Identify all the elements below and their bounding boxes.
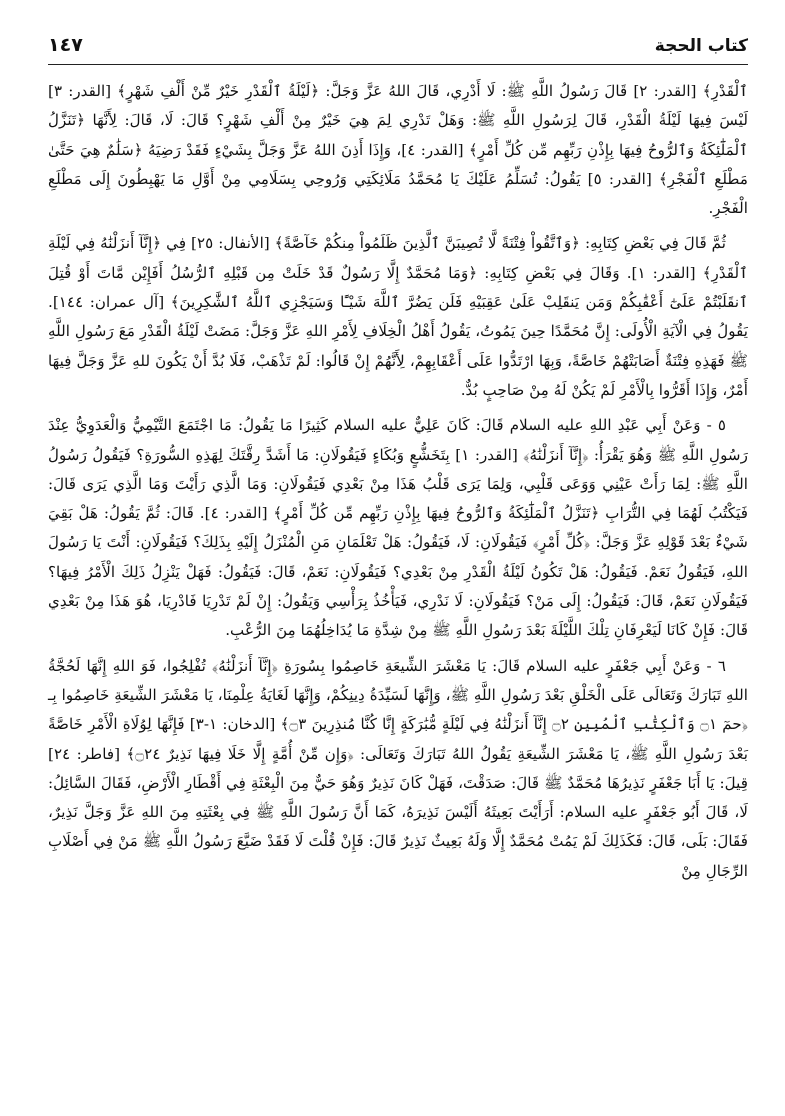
paragraph-hadith-6: ٦ - وَعَنْ أَبِي جَعْفَرٍ عليه السلام قَالَ: يَا مَعْشَرَ الشِّيعَةِ خَاصِمُوا بِسُورَةِ ﴿إِنَّآ أَنزَلْنَٰهُ﴾ تُفْلِجُوا، فَوَ اللهِ إِنَّهَا لَحُجَّةُ اللهِ تَبَارَكَ وَتَعَالَى عَلَى الْخَلْقِ بَعْدَ رَسُولِ اللَّهِ ﷺ، وَإِنَّهَا لَسَيِّدَةُ دِينِكُمْ، وَإِنَّهَا لَغَايَةُ عِلْمِنَا، يَا مَعْشَرَ الشِّيعَةِ خَاصِمُوا بِـ ﴿حمٓ ۝١ وَٱلْكِتَٰبِ ٱلْمُبِينِ ۝٢ إِنَّآ أَنزَلْنَٰهُ فِي لَيْلَةٍ مُّبَٰرَكَةٍ إِنَّا كُنَّا مُنذِرِينَ ۝٣﴾ [الدخان: ١-٣] فَإِنَّهَا لِوُلَاةِ الْأَمْرِ خَاصَّةً بَعْدَ رَسُولِ اللَّهِ ﷺ، يَا مَعْشَرَ الشِّيعَةِ يَقُولُ اللهُ تَبَارَكَ وَتَعَالَى: ﴿وَإِن مِّنْ أُمَّةٍ إِلَّا خَلَا فِيهَا نَذِيرٌ ۝٢٤﴾ [فاطر: ٢٤] قِيلَ: يَا أَبَا جَعْفَرٍ نَذِيرُهَا مُحَمَّدٌ ﷺ قَالَ: صَدَقْتَ، فَهَلْ كَانَ نَذِيرٌ وَهُوَ حَيٌّ مِنَ الْبِعْثَةِ فِي أَقْطَارِ الْأَرْضِ، فَقَالَ السَّائِلُ: لَا، قَالَ أَبُو جَعْفَرٍ عليه السلام: أَرَأَيْتَ بَعِيثَهُ أَلَيْسَ نَذِيرَهُ، كَمَا أَنَّ رَسُولَ اللَّهِ ﷺ فِي بِعْثَتِهِ مِنَ اللهِ عَزَّ وَجَلَّ نَذِيرٌ، فَقَالَ: بَلَى، قَالَ: فَكَذَلِكَ لَمْ يَمُتْ مُحَمَّدٌ إِلَّا وَلَهُ بَعِيثٌ نَذِيرٌ قَالَ: فَإِنْ قُلْتَ لَا فَقَدْ ضَيَّعَ رَسُولُ اللَّهِ ﷺ مَنْ فِي أَصْلَابِ الرِّجَالِ مِنْ (48, 656, 748, 880)
book-title: كتاب الحجة (654, 36, 748, 56)
paragraph-commentary: ثُمَّ قَالَ فِي بَعْضِ كِتَابِهِ: ﴿وَٱتَّقُواْ فِتْنَةً لَّا تُصِيبَنَّ ٱلَّذِينَ ظَلَمُواْ مِنكُمْ خَآصَّةً﴾ [الأنفال: ٢٥] فِي ﴿إِنَّآ أَنزَلْنَٰهُ فِي لَيْلَةِ ٱلْقَدْرِ﴾ [القدر: ١]. وَقَالَ فِي بَعْضِ كِتَابِهِ: ﴿وَمَا مُحَمَّدٌ إِلَّا رَسُولٌ قَدْ خَلَتْ مِن قَبْلِهِ ٱلرُّسُلُ أَفَإِيْن مَّاتَ أَوْ قُتِلَ ٱنقَلَبْتُمْ عَلَىٰٓ أَعْقَٰبِكُمْ وَمَن يَنقَلِبْ عَلَىٰ عَقِبَيْهِ فَلَن يَضُرَّ ٱللَّهَ شَيْـًٔا وَسَيَجْزِي ٱللَّهُ ٱلشَّٰكِرِينَ﴾ [آل عمران: ١٤٤]. يَقُولُ فِي الْآيَةِ الْأُولَى: إِنَّ مُحَمَّدًا حِينَ يَمُوتُ، يَقُولُ أَهْلُ الْخِلَافِ لِأَمْرِ اللهِ عَزَّ وَجَلَّ: مَضَتْ لَيْلَةُ الْقَدْرِ مَعَ رَسُولِ اللَّهِ ﷺ فَهَذِهِ فِتْنَةٌ أَصَابَتْهُمْ خَاصَّةً، وَبِهَا ارْتَدُّوا عَلَى أَعْقَابِهِمْ، لِأَنَّهُمْ إِنْ قَالُوا: لَمْ تَذْهَبْ، فَلَا بُدَّ أَنْ يَكُونَ للهِ عَزَّ وَجَلَّ فِيهَا أَمْرٌ، وَإِذَا أَقَرُّوا بِالْأَمْرِ لَمْ يَكُنْ لَهُ مِنْ صَاحِبٍ بُدٌّ. (48, 234, 748, 399)
page-header (48, 30, 748, 65)
book-page (48, 30, 748, 1096)
page-body (48, 77, 748, 886)
page-number: ١٤٧ (48, 34, 83, 56)
paragraph-continuation: ٱلْقَدْرِ﴾ [القدر: ٢] قَالَ رَسُولُ اللَّهِ ﷺ: لَا أَدْرِي، قَالَ اللهُ عَزَّ وَجَلَّ: ﴿لَيْلَةُ ٱلْقَدْرِ خَيْرٌ مِّنْ أَلْفِ شَهْرٍ﴾ [القدر: ٣] لَيْسَ فِيهَا لَيْلَةُ الْقَدْرِ، قَالَ لِرَسُولِ اللَّهِ ﷺ: وَهَلْ تَدْرِي لِمَ هِيَ خَيْرٌ مِنْ أَلْفِ شَهْرٍ؟ قَالَ: لَا، قَالَ: لِأَنَّهَا ﴿تَنَزَّلُ ٱلْمَلَٰٓئِكَةُ وَٱلرُّوحُ فِيهَا بِإِذْنِ رَبِّهِم مِّن كُلِّ أَمْرٍ﴾ [القدر: ٤]، وَإِذَا أَذِنَ اللهُ عَزَّ وَجَلَّ بِشَيْءٍ فَقَدْ رَضِيَهُ ﴿سَلَٰمٌ هِيَ حَتَّىٰ مَطْلَعِ ٱلْفَجْرِ﴾ [القدر: ٥] يَقُولُ: تُسَلِّمُ عَلَيْكَ يَا مُحَمَّدُ مَلَائِكَتِي وَرُوحِي بِسَلَامِي مِنْ أَوَّلِ مَا يَهْبِطُونَ إِلَى مَطْلَعِ الْفَجْرِ. (48, 82, 749, 218)
paragraph-hadith-5: ٥ - وَعَنْ أَبِي عَبْدِ اللهِ عليه السلام قَالَ: كَانَ عَلِيٌّ عليه السلام كَثِيرًا مَا يَقُولُ: مَا اجْتَمَعَ التَّيْمِيُّ وَالْعَدَوِيُّ عِنْدَ رَسُولِ اللَّهِ ﷺ وَهُوَ يَقْرَأُ: ﴿إِنَّآ أَنزَلْنَٰهُ﴾ [القدر: ١] بِتَخَشُّعٍ وَبُكَاءٍ فَيَقُولَانِ: مَا أَشَدَّ رِقَّتَكَ لِهَذِهِ السُّورَةِ؟ فَيَقُولُ رَسُولُ اللَّهِ ﷺ: لِمَا رَأَتْ عَيْنِي وَوَعَى قَلْبِي، وَلِمَا يَرَى قَلْبُ هَذَا مِنْ بَعْدِي فَيَقُولَانِ: وَمَا الَّذِي رَأَيْتَ وَمَا الَّذِي يَرَى قَالَ: فَيَكْتُبُ لَهُمَا فِي التُّرَابِ ﴿تَنَزَّلُ ٱلْمَلَٰٓئِكَةُ وَٱلرُّوحُ فِيهَا بِإِذْنِ رَبِّهِم مِّن كُلِّ أَمْرٍ﴾ [القدر: ٤]. قَالَ: ثُمَّ يَقُولُ: هَلْ بَقِيَ شَيْءٌ بَعْدَ قَوْلِهِ عَزَّ وَجَلَّ: ﴿كُلِّ أَمْرٍ﴾ فَيَقُولَانِ: لَا، فَيَقُولُ: هَلْ تَعْلَمَانِ مَنِ الْمُنْزَلُ إِلَيْهِ بِذَلِكَ؟ فَيَقُولَانِ: أَنْتَ يَا رَسُولَ اللهِ، فَيَقُولُ نَعَمْ. فَيَقُولُ: هَلْ تَكُونُ لَيْلَةُ الْقَدْرِ مِنْ بَعْدِي؟ فَيَقُولَانِ: نَعَمْ، قَالَ: فَيَقُولُ: فَهَلْ يَنْزِلُ ذَلِكَ الْأَمْرُ فِيهَا؟ فَيَقُولَانِ نَعَمْ، قَالَ: فَيَقُولُ: إِلَى مَنْ؟ فَيَقُولَانِ: لَا نَدْرِي، فَيَأْخُذُ بِرَأْسِي وَيَقُولُ: إِنْ لَمْ تَدْرِيَا فَادْرِيَا، هُوَ هَذَا مِنْ بَعْدِي قَالَ: فَإِنْ كَانَا لَيَعْرِفَانِ تِلْكَ اللَّيْلَةَ بَعْدَ رَسُولِ اللَّهِ ﷺ مِنْ شِدَّةِ مَا يُدَاخِلُهُمَا مِنَ الرُّعْبِ. (48, 416, 748, 640)
